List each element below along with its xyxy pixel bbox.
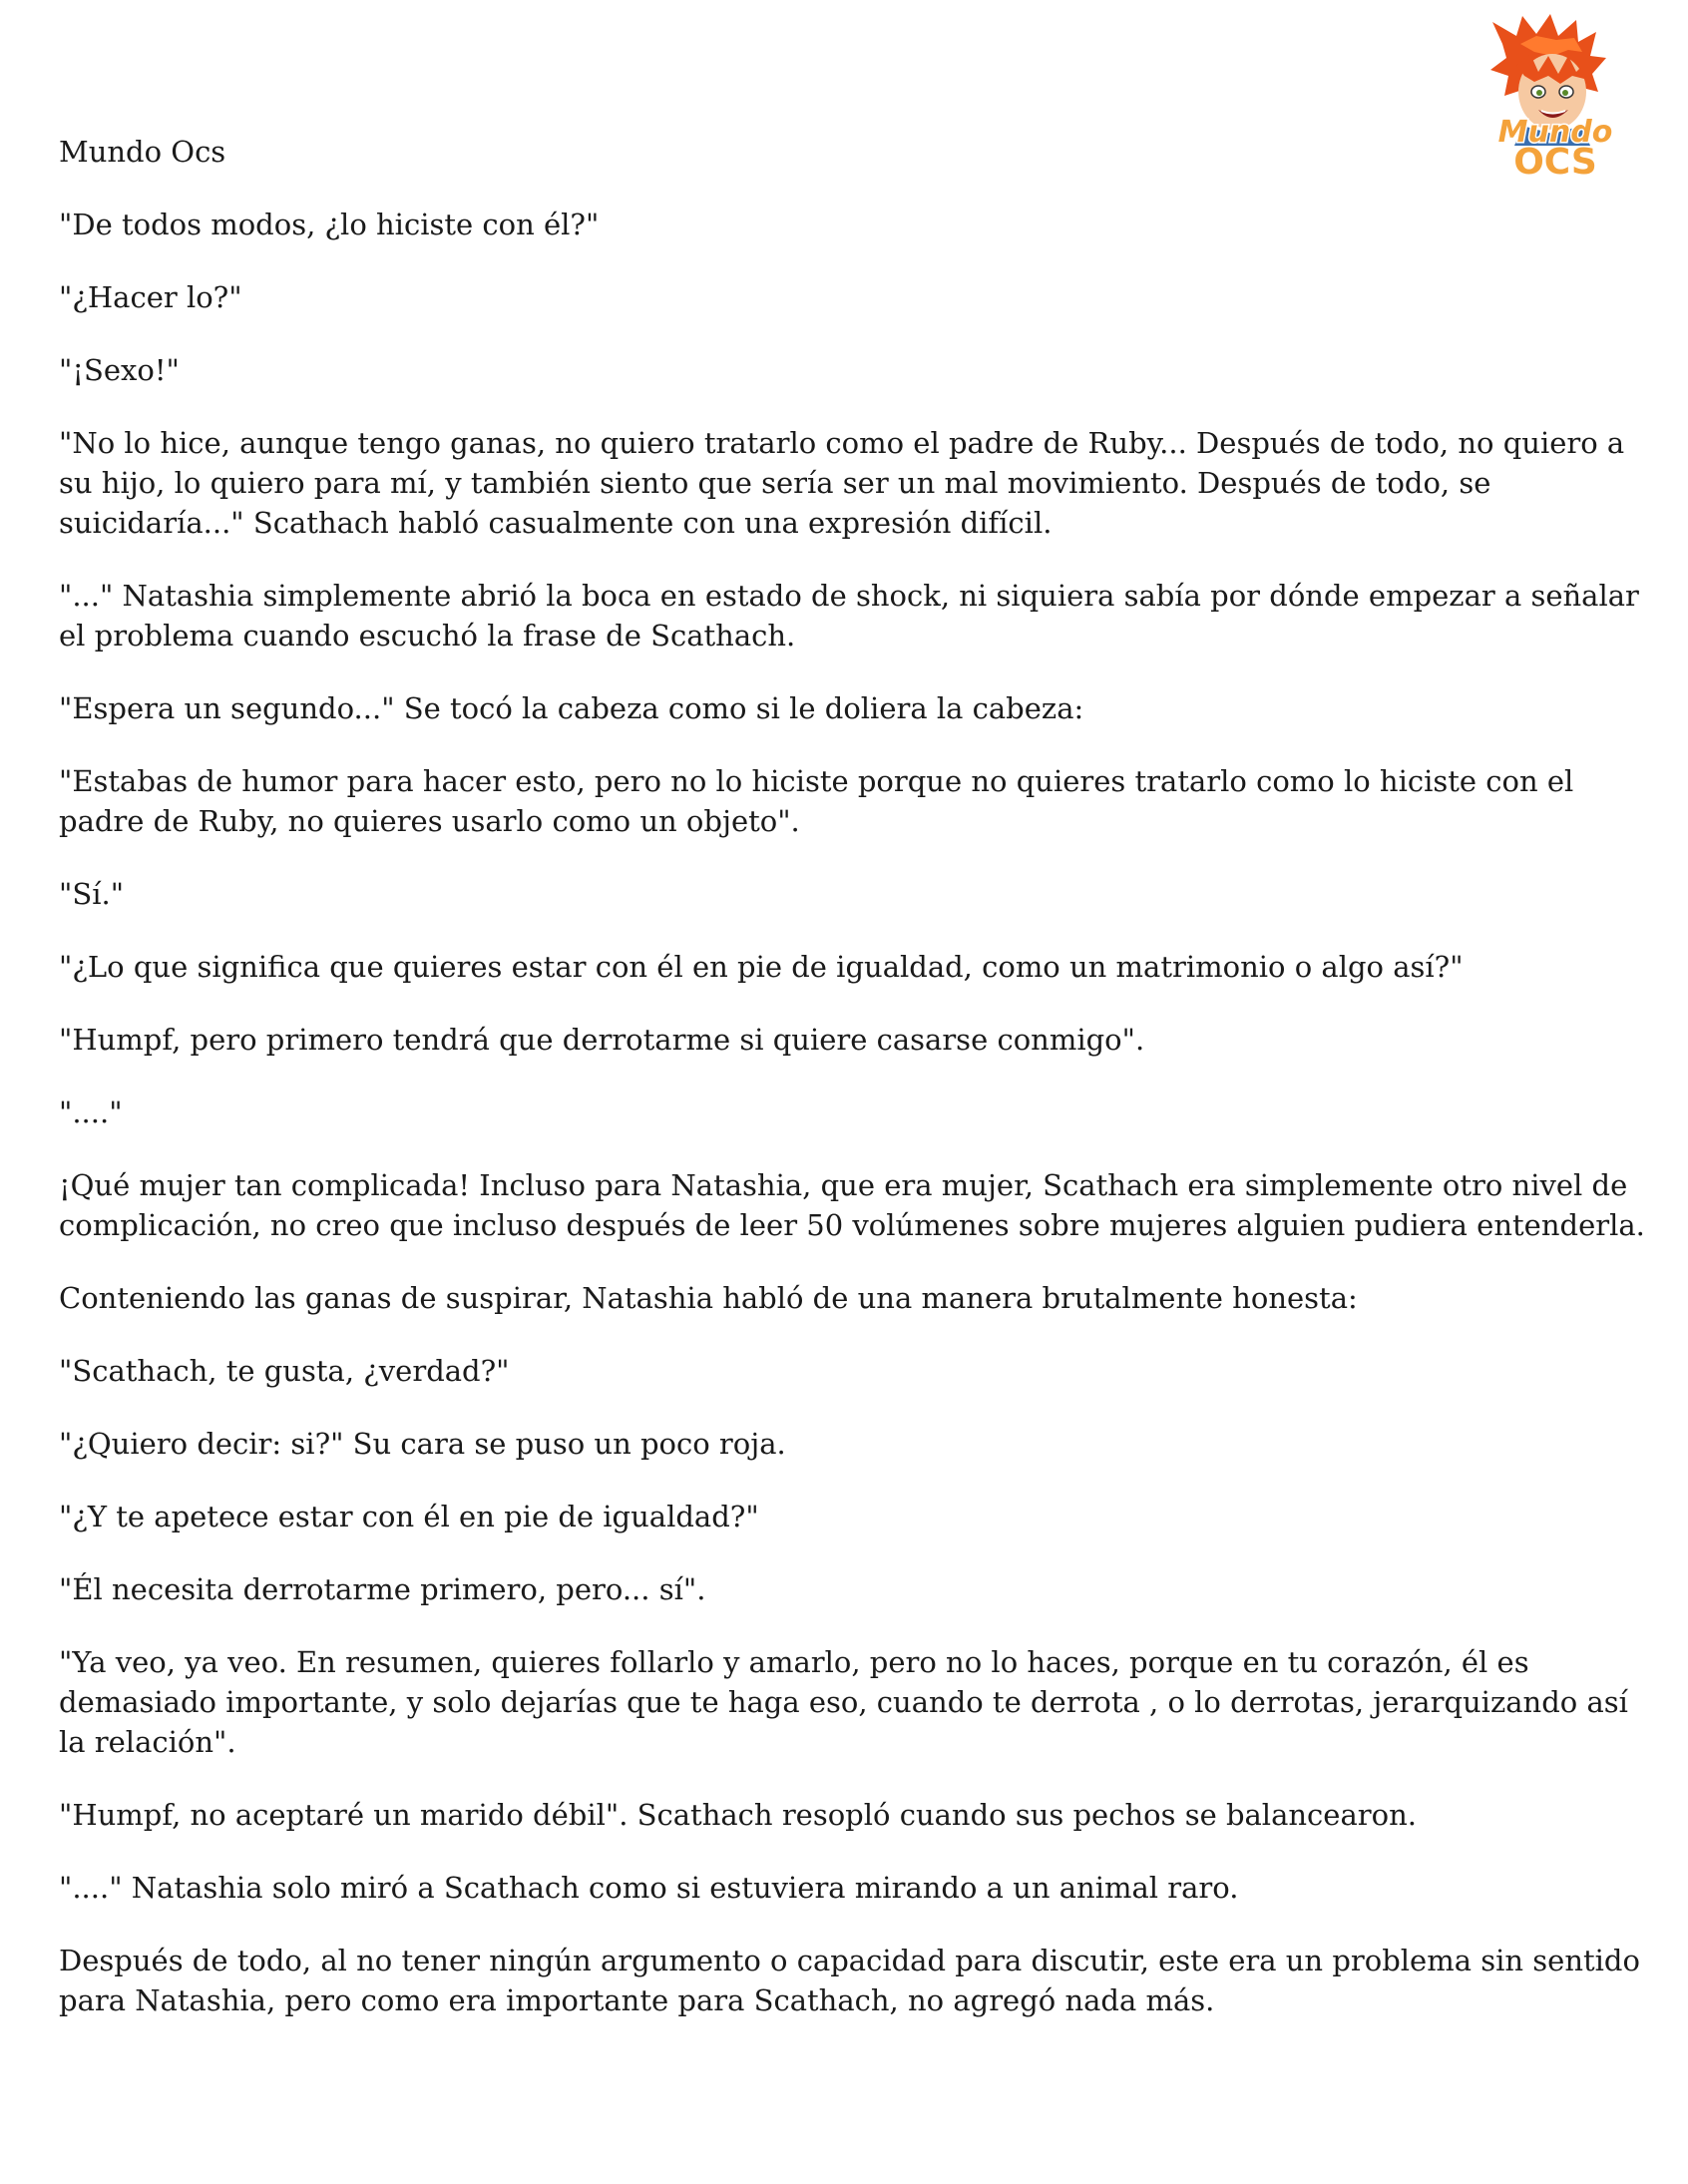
paragraph: "Humpf, no aceptaré un marido débil". Scathach resopló cuando sus pechos se balancearon. [59, 1798, 1417, 1832]
paragraph: "¿Quiero decir: si?" Su cara se puso un poco roja. [59, 1427, 786, 1461]
paragraph: ¡Qué mujer tan complicada! Incluso para Natashia, que era mujer, Scathach era simplemente otro nivel de complicación, no creo que incluso después de leer 50 volúmenes sobre mujeres alguien pudiera entenderla. [59, 1168, 1645, 1242]
paragraph: "Estabas de humor para hacer esto, pero no lo hiciste porque no quieres tratarlo como lo hiciste con el padre de Ruby, no quieres usarlo como un objeto". [59, 764, 1574, 838]
logo-text-top: Mundo [1497, 115, 1613, 150]
paragraph: "Sí." [59, 877, 125, 911]
paragraph: Conteniendo las ganas de suspirar, Natashia habló de una manera brutalmente honesta: [59, 1281, 1358, 1315]
paragraph: "Él necesita derrotarme primero, pero... sí". [59, 1572, 706, 1606]
paragraph: "¿Hacer lo?" [59, 280, 242, 314]
paragraph: "¿Y te apetece estar con él en pie de igualdad?" [59, 1500, 759, 1533]
paragraph: "Ya veo, ya veo. En resumen, quieres follarlo y amarlo, pero no lo haces, porque en tu corazón, él es demasiado importante, y solo dejarías que te haga eso, cuando te derrota , o lo derrotas, jerarquizando así la relación". [59, 1645, 1628, 1759]
paragraph: "¡Sexo!" [59, 353, 180, 387]
document-body [59, 132, 1645, 2053]
paragraph: "Scathach, te gusta, ¿verdad?" [59, 1354, 510, 1388]
paragraph: "De todos modos, ¿lo hiciste con él?" [59, 208, 600, 241]
paragraph: "...." [59, 1095, 123, 1129]
logo-text-bottom: OCS [1513, 142, 1597, 183]
paragraph: "¿Lo que significa que quieres estar con él en pie de igualdad, como un matrimonio o algo así?" [59, 950, 1464, 984]
paragraph: Después de todo, al no tener ningún argumento o capacidad para discutir, este era un problema sin sentido para Natashia, pero como era importante para Scathach, no agregó nada más. [59, 1944, 1640, 2017]
paragraph: "...." Natashia solo miró a Scathach como si estuviera mirando a un animal raro. [59, 1871, 1239, 1905]
paragraph: "No lo hice, aunque tengo ganas, no quiero tratarlo como el padre de Ruby... Después de todo, no quiero a su hijo, lo quiero para mí, y también siento que sería ser un mal movimiento. Después de todo, se suicidaría..." Scathach habló casualmente con una expresión difícil. [59, 426, 1625, 540]
paragraph: "Humpf, pero primero tendrá que derrotarme si quiere casarse conmigo". [59, 1023, 1145, 1057]
paragraph: "..." Natashia simplemente abrió la boca en estado de shock, ni siquiera sabía por dónde empezar a señalar el problema cuando escuchó la frase de Scathach. [59, 579, 1639, 653]
paragraph: Mundo Ocs [59, 135, 226, 169]
paragraph: "Espera un segundo..." Se tocó la cabeza como si le doliera la cabeza: [59, 691, 1084, 725]
